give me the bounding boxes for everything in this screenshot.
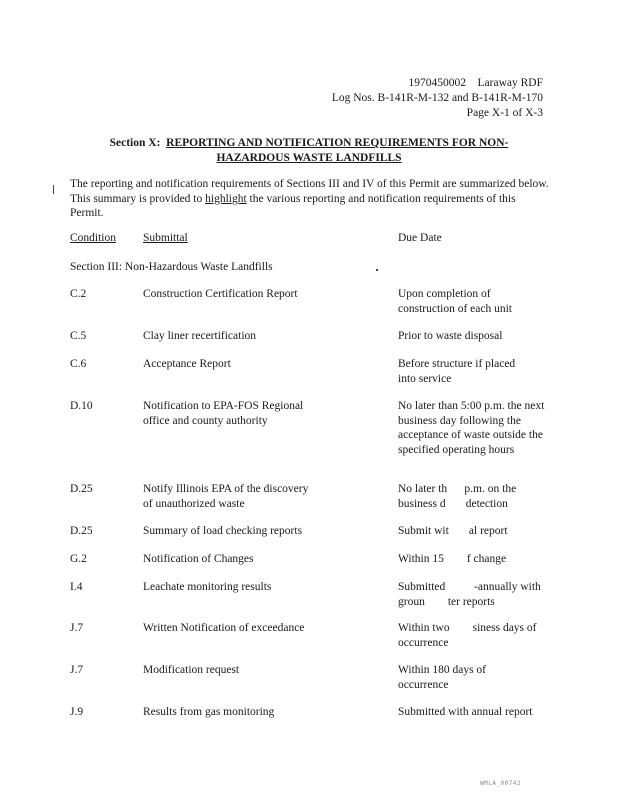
intro-paragraph xyxy=(70,177,550,221)
row-due-date: Within 15 f change xyxy=(398,553,507,565)
header-page-line: Page X-1 of X-3 xyxy=(466,107,543,119)
row-submittal: Notification of Changes xyxy=(143,553,254,565)
row-submittal: Leachate monitoring results xyxy=(143,581,272,593)
row-condition: J.9 xyxy=(70,706,84,718)
row-due-date: No later than 5:00 p.m. the next business day following the acceptance of waste outside the specified operating hours xyxy=(398,400,545,456)
margin-mark xyxy=(53,185,54,194)
row-condition: C.5 xyxy=(70,330,87,342)
section-title-line2: HAZARDOUS WASTE LANDFILLS xyxy=(216,152,402,164)
row-condition: D.25 xyxy=(70,525,93,537)
row-condition: J.7 xyxy=(70,664,84,676)
column-header-due-date: Due Date xyxy=(398,232,442,244)
subsection-label: Section III: Non-Hazardous Waste Landfills xyxy=(70,261,273,273)
row-submittal: Construction Certification Report xyxy=(143,288,298,300)
bates-stamp: WMLA_00742 xyxy=(480,780,522,787)
stray-dot xyxy=(376,269,378,271)
section-title xyxy=(0,136,618,166)
row-condition: I.4 xyxy=(70,581,83,593)
intro-text-1: The reporting and notification requirements of Sections III and IV of this Permit are summarized below. This summary is provided to xyxy=(70,178,549,205)
header-log-line: Log Nos. B-141R-M-132 and B-141R-M-170 xyxy=(331,92,543,104)
row-due-date: Within two siness days of occurrence xyxy=(398,622,540,649)
row-due-date: Upon completion of construction of each unit xyxy=(398,288,513,315)
row-submittal: Written Notification of exceedance xyxy=(143,622,305,634)
column-header-submittal: Submittal xyxy=(143,232,188,244)
row-due-date: Prior to waste disposal xyxy=(398,330,503,342)
row-due-date: Submit wit al report xyxy=(398,525,508,537)
row-condition: C.2 xyxy=(70,288,87,300)
row-submittal: Notify Illinois EPA of the discovery of unauthorized waste xyxy=(143,483,309,510)
row-submittal: Acceptance Report xyxy=(143,358,231,370)
header-permit-line: 1970450002 Laraway RDF xyxy=(408,77,543,89)
row-submittal: Notification to EPA-FOS Regional office and county authority xyxy=(143,400,304,427)
page-header xyxy=(332,76,543,121)
row-due-date: Within 180 days of occurrence xyxy=(398,664,487,691)
row-condition: C.6 xyxy=(70,358,87,370)
row-submittal: Results from gas monitoring xyxy=(143,706,275,718)
intro-highlight: highlight xyxy=(205,192,247,205)
row-due-date: Submitted -annually with groun ter reports xyxy=(398,581,544,608)
row-condition: G.2 xyxy=(70,553,87,565)
row-submittal: Clay liner recertification xyxy=(143,330,257,342)
row-due-date: Before structure if placed into service xyxy=(398,358,516,385)
row-condition: D.10 xyxy=(70,400,93,412)
row-submittal: Summary of load checking reports xyxy=(143,525,303,537)
row-condition: J.7 xyxy=(70,622,84,634)
row-due-date: No later th p.m. on the business d detection xyxy=(398,483,520,510)
row-due-date: Submitted with annual report xyxy=(398,706,533,718)
row-condition: D.25 xyxy=(70,483,93,495)
section-title-lead: Section X: xyxy=(109,137,161,149)
column-header-condition: Condition xyxy=(70,232,117,244)
intro-text-2: the various reporting and notification requirements of this Permit. xyxy=(70,192,516,219)
section-title-line1: REPORTING AND NOTIFICATION REQUIREMENTS FOR NON- xyxy=(166,137,509,149)
row-submittal: Modification request xyxy=(143,664,240,676)
